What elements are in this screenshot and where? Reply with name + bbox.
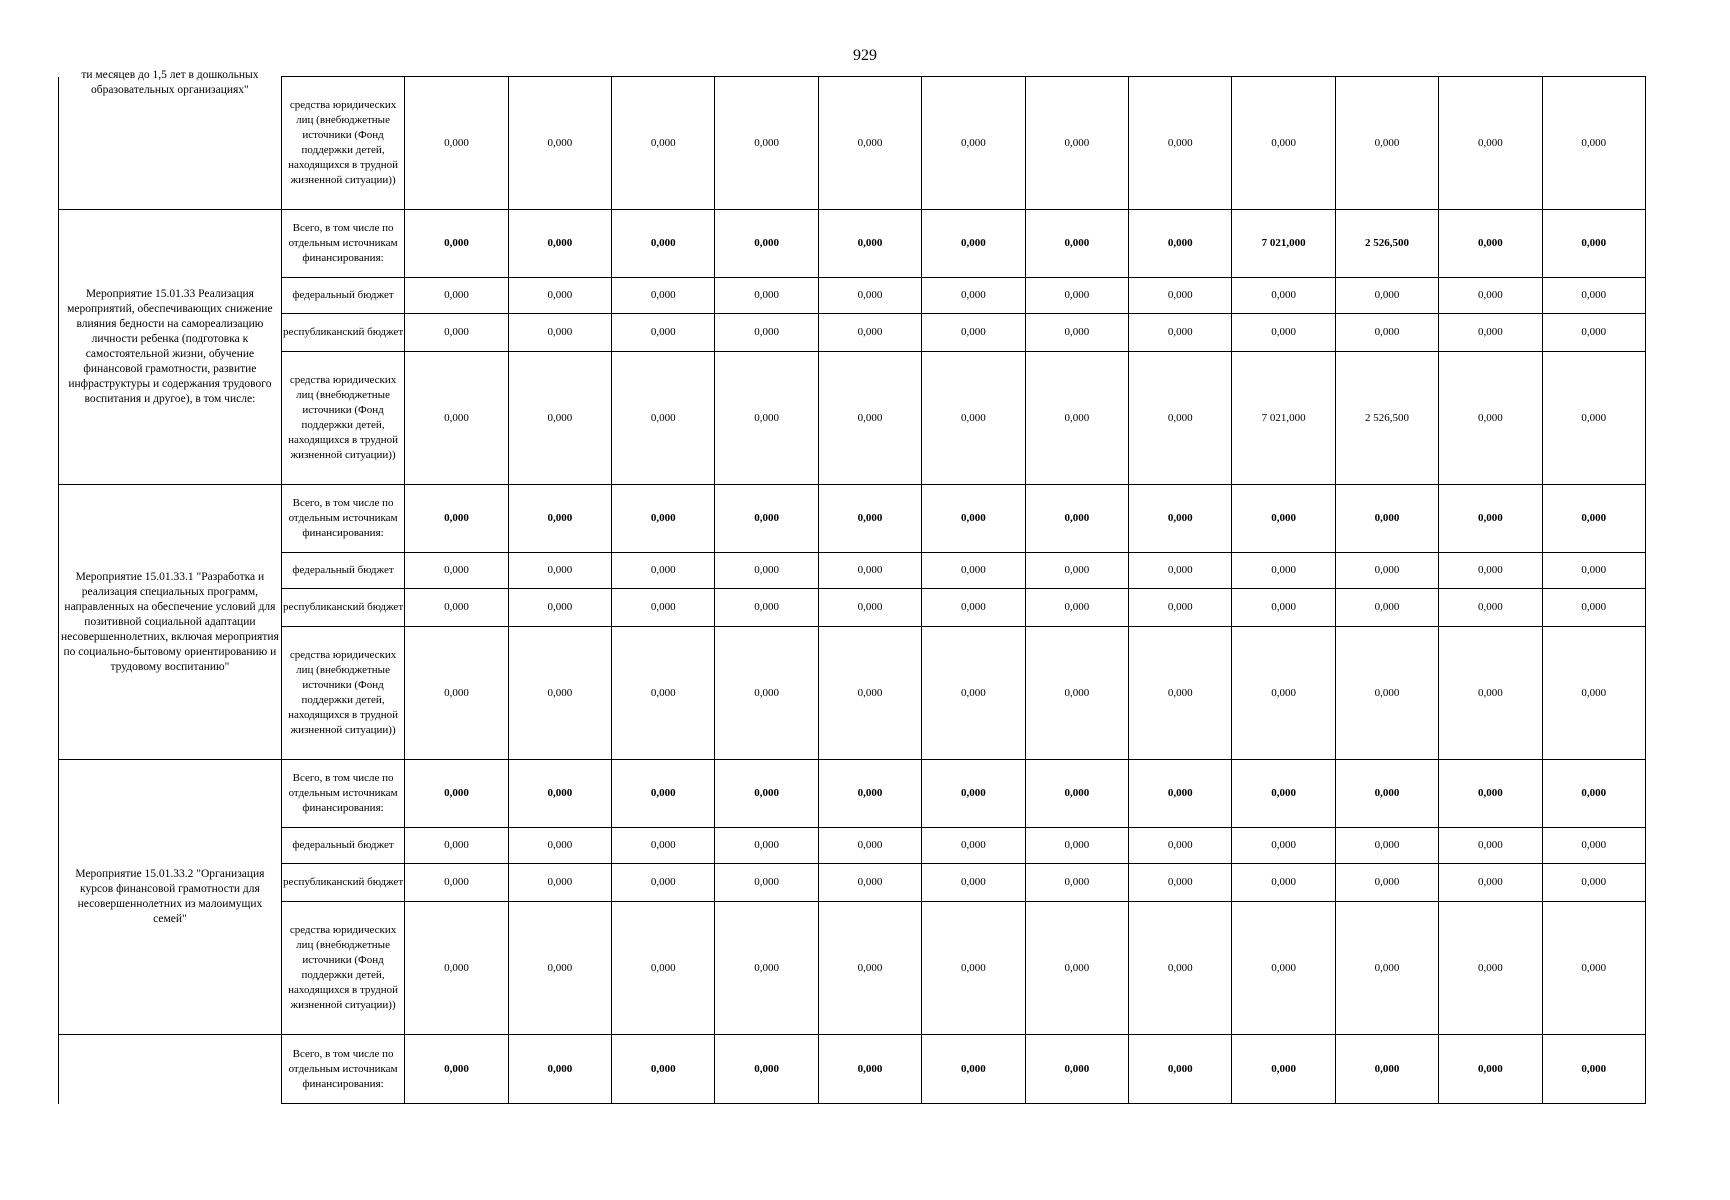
value-cell: 0,000	[405, 314, 508, 352]
value-cell: 2 526,500	[1335, 210, 1438, 278]
value-cell: 0,000	[1542, 864, 1645, 902]
source-cell: федеральный бюджет	[281, 553, 404, 589]
value-cell: 0,000	[1025, 902, 1128, 1035]
value-cell: 0,000	[1542, 210, 1645, 278]
value-cell: 0,000	[1542, 553, 1645, 589]
value-cell: 0,000	[1335, 902, 1438, 1035]
value-cell: 0,000	[922, 314, 1025, 352]
value-cell: 0,000	[818, 828, 921, 864]
value-cell: 0,000	[715, 352, 818, 485]
value-cell: 0,000	[818, 485, 921, 553]
value-cell: 0,000	[922, 760, 1025, 828]
value-cell: 0,000	[612, 278, 715, 314]
value-cell: 0,000	[922, 352, 1025, 485]
value-cell: 0,000	[715, 828, 818, 864]
value-cell: 0,000	[1232, 589, 1335, 627]
source-cell: Всего, в том числе по отдельным источникам финансирования:	[281, 485, 404, 553]
value-cell: 0,000	[1025, 314, 1128, 352]
value-cell: 0,000	[1232, 627, 1335, 760]
value-cell: 0,000	[715, 1035, 818, 1104]
table-row	[59, 627, 1646, 760]
value-cell: 0,000	[612, 1035, 715, 1104]
table-row	[59, 589, 1646, 627]
value-cell: 0,000	[405, 760, 508, 828]
source-cell: федеральный бюджет	[281, 278, 404, 314]
value-cell: 0,000	[715, 314, 818, 352]
value-cell: 0,000	[922, 278, 1025, 314]
value-cell: 0,000	[612, 902, 715, 1035]
value-cell: 0,000	[508, 485, 611, 553]
value-cell: 0,000	[922, 485, 1025, 553]
value-cell: 0,000	[1129, 902, 1232, 1035]
value-cell: 0,000	[1439, 77, 1542, 210]
value-cell: 0,000	[612, 314, 715, 352]
value-cell: 0,000	[612, 828, 715, 864]
value-cell: 0,000	[922, 210, 1025, 278]
value-cell: 0,000	[405, 77, 508, 210]
value-cell: 0,000	[1232, 314, 1335, 352]
value-cell: 0,000	[508, 553, 611, 589]
value-cell: 0,000	[715, 210, 818, 278]
source-cell: республиканский бюджет	[281, 314, 404, 352]
value-cell: 0,000	[1129, 627, 1232, 760]
value-cell: 0,000	[612, 760, 715, 828]
table-row	[59, 760, 1646, 828]
value-cell: 0,000	[1232, 760, 1335, 828]
value-cell: 0,000	[405, 485, 508, 553]
value-cell: 0,000	[405, 278, 508, 314]
source-cell: средства юридических лиц (внебюджетные источники (Фонд поддержки детей, находящихся в трудной жизненной ситуации))	[281, 352, 404, 485]
value-cell: 0,000	[405, 210, 508, 278]
value-cell: 0,000	[612, 77, 715, 210]
value-cell: 0,000	[1129, 314, 1232, 352]
value-cell: 0,000	[1335, 589, 1438, 627]
value-cell: 0,000	[508, 828, 611, 864]
value-cell: 0,000	[1025, 589, 1128, 627]
value-cell: 0,000	[715, 278, 818, 314]
value-cell: 0,000	[1542, 352, 1645, 485]
value-cell: 0,000	[1542, 589, 1645, 627]
value-cell: 0,000	[1025, 828, 1128, 864]
source-cell: средства юридических лиц (внебюджетные источники (Фонд поддержки детей, находящихся в трудной жизненной ситуации))	[281, 77, 404, 210]
value-cell: 0,000	[1025, 1035, 1128, 1104]
value-cell: 0,000	[818, 352, 921, 485]
table-row	[59, 902, 1646, 1035]
value-cell: 0,000	[1542, 760, 1645, 828]
value-cell: 0,000	[818, 77, 921, 210]
source-cell: средства юридических лиц (внебюджетные источники (Фонд поддержки детей, находящихся в трудной жизненной ситуации))	[281, 902, 404, 1035]
value-cell: 0,000	[1542, 278, 1645, 314]
value-cell: 0,000	[1025, 77, 1128, 210]
value-cell: 0,000	[1232, 77, 1335, 210]
value-cell: 0,000	[1542, 77, 1645, 210]
value-cell: 0,000	[1542, 314, 1645, 352]
activity-cell	[59, 68, 282, 210]
value-cell: 0,000	[715, 864, 818, 902]
value-cell: 0,000	[818, 627, 921, 760]
activity-cell	[59, 1035, 282, 1104]
value-cell: 0,000	[1232, 553, 1335, 589]
value-cell: 0,000	[405, 864, 508, 902]
source-cell: республиканский бюджет	[281, 864, 404, 902]
value-cell: 0,000	[1335, 627, 1438, 760]
table-row	[59, 278, 1646, 314]
value-cell: 0,000	[1232, 864, 1335, 902]
value-cell: 0,000	[1232, 902, 1335, 1035]
value-cell: 0,000	[1025, 485, 1128, 553]
value-cell: 0,000	[1542, 485, 1645, 553]
value-cell: 0,000	[405, 553, 508, 589]
table-row	[59, 210, 1646, 278]
page-number: 929	[853, 47, 877, 64]
value-cell: 0,000	[818, 1035, 921, 1104]
value-cell: 0,000	[508, 352, 611, 485]
activity-cell: Мероприятие 15.01.33 Реализация мероприятий, обеспечивающих снижение влияния бедности на самореализацию личности ребенка (подготовка к самостоятельной жизни, обучение финансовой грамотности, развитие инфраструктуры и содержания трудового воспитания и другое), в том числе:	[59, 210, 282, 485]
value-cell: 0,000	[612, 210, 715, 278]
value-cell: 0,000	[818, 902, 921, 1035]
value-cell: 0,000	[922, 864, 1025, 902]
activity-text: ти месяцев до 1,5 лет в дошкольных образовательных организациях"	[81, 68, 259, 96]
value-cell: 0,000	[1335, 864, 1438, 902]
value-cell: 0,000	[1129, 278, 1232, 314]
value-cell: 0,000	[818, 278, 921, 314]
value-cell: 0,000	[1439, 278, 1542, 314]
table-row	[59, 864, 1646, 902]
value-cell: 0,000	[1335, 77, 1438, 210]
value-cell: 0,000	[612, 589, 715, 627]
value-cell: 0,000	[612, 352, 715, 485]
value-cell: 0,000	[1129, 553, 1232, 589]
value-cell: 0,000	[1025, 210, 1128, 278]
value-cell: 0,000	[1439, 553, 1542, 589]
value-cell: 0,000	[1335, 1035, 1438, 1104]
value-cell: 0,000	[715, 902, 818, 1035]
value-cell: 0,000	[818, 864, 921, 902]
value-cell: 0,000	[1439, 352, 1542, 485]
value-cell: 0,000	[508, 589, 611, 627]
value-cell: 0,000	[1542, 828, 1645, 864]
source-cell: Всего, в том числе по отдельным источникам финансирования:	[281, 210, 404, 278]
value-cell: 0,000	[1129, 77, 1232, 210]
value-cell: 0,000	[1439, 314, 1542, 352]
value-cell: 0,000	[1335, 485, 1438, 553]
value-cell: 0,000	[922, 627, 1025, 760]
value-cell: 0,000	[405, 1035, 508, 1104]
value-cell: 0,000	[1439, 760, 1542, 828]
table-row	[59, 77, 1646, 210]
source-cell: средства юридических лиц (внебюджетные источники (Фонд поддержки детей, находящихся в трудной жизненной ситуации))	[281, 627, 404, 760]
source-cell: Всего, в том числе по отдельным источникам финансирования:	[281, 760, 404, 828]
value-cell: 7 021,000	[1232, 352, 1335, 485]
value-cell: 0,000	[508, 210, 611, 278]
value-cell: 0,000	[508, 902, 611, 1035]
value-cell: 0,000	[1025, 627, 1128, 760]
value-cell: 0,000	[1232, 485, 1335, 553]
value-cell: 0,000	[405, 627, 508, 760]
value-cell: 2 526,500	[1335, 352, 1438, 485]
value-cell: 0,000	[1025, 278, 1128, 314]
value-cell: 0,000	[1439, 210, 1542, 278]
table-body	[59, 68, 1646, 1104]
source-cell: федеральный бюджет	[281, 828, 404, 864]
value-cell: 0,000	[1129, 210, 1232, 278]
table-row	[59, 485, 1646, 553]
value-cell: 0,000	[922, 902, 1025, 1035]
activity-cell: Мероприятие 15.01.33.2 "Организация курсов финансовой грамотности для несовершеннолетних из малоимущих семей"	[59, 760, 282, 1035]
value-cell: 0,000	[1129, 352, 1232, 485]
value-cell: 0,000	[715, 627, 818, 760]
value-cell: 0,000	[922, 1035, 1025, 1104]
value-cell: 0,000	[508, 627, 611, 760]
value-cell: 0,000	[715, 485, 818, 553]
value-cell: 0,000	[1335, 278, 1438, 314]
value-cell: 0,000	[612, 553, 715, 589]
table-row	[59, 553, 1646, 589]
source-cell: Всего, в том числе по отдельным источникам финансирования:	[281, 1035, 404, 1104]
value-cell: 0,000	[1439, 589, 1542, 627]
value-cell: 0,000	[818, 553, 921, 589]
value-cell: 0,000	[405, 828, 508, 864]
value-cell: 0,000	[1232, 1035, 1335, 1104]
activity-cell: Мероприятие 15.01.33.1 "Разработка и реализация специальных программ, направленных на обеспечение условий для позитивной социальной адаптации несовершеннолетних, включая мероприятия по социально-бытовому ориентированию и трудовому воспитанию"	[59, 485, 282, 760]
value-cell: 0,000	[715, 760, 818, 828]
value-cell: 0,000	[1439, 864, 1542, 902]
value-cell: 0,000	[1129, 485, 1232, 553]
budget-table	[58, 68, 1646, 1104]
value-cell: 0,000	[1335, 828, 1438, 864]
value-cell: 0,000	[1335, 760, 1438, 828]
value-cell: 0,000	[818, 314, 921, 352]
value-cell: 0,000	[1439, 828, 1542, 864]
value-cell: 0,000	[612, 627, 715, 760]
value-cell: 0,000	[1025, 553, 1128, 589]
table-row	[59, 314, 1646, 352]
value-cell: 0,000	[715, 77, 818, 210]
value-cell: 0,000	[1129, 589, 1232, 627]
table-row	[59, 352, 1646, 485]
value-cell: 0,000	[818, 760, 921, 828]
value-cell: 0,000	[715, 553, 818, 589]
value-cell: 0,000	[1025, 864, 1128, 902]
value-cell: 0,000	[1129, 828, 1232, 864]
value-cell: 0,000	[1542, 1035, 1645, 1104]
value-cell: 0,000	[508, 1035, 611, 1104]
value-cell: 0,000	[612, 864, 715, 902]
value-cell: 0,000	[1129, 864, 1232, 902]
value-cell: 0,000	[1129, 1035, 1232, 1104]
value-cell: 0,000	[1335, 314, 1438, 352]
value-cell: 0,000	[1439, 1035, 1542, 1104]
value-cell: 0,000	[1025, 352, 1128, 485]
value-cell: 0,000	[612, 485, 715, 553]
value-cell: 0,000	[508, 864, 611, 902]
table-row	[59, 1035, 1646, 1104]
value-cell: 0,000	[1025, 760, 1128, 828]
value-cell: 0,000	[508, 77, 611, 210]
value-cell: 0,000	[818, 210, 921, 278]
value-cell: 0,000	[922, 589, 1025, 627]
value-cell: 0,000	[715, 589, 818, 627]
value-cell: 0,000	[818, 589, 921, 627]
value-cell: 0,000	[1439, 627, 1542, 760]
value-cell: 0,000	[922, 553, 1025, 589]
value-cell: 0,000	[1129, 760, 1232, 828]
value-cell: 0,000	[508, 760, 611, 828]
value-cell: 0,000	[1542, 902, 1645, 1035]
value-cell: 0,000	[508, 314, 611, 352]
value-cell: 0,000	[1232, 828, 1335, 864]
value-cell: 0,000	[405, 902, 508, 1035]
value-cell: 0,000	[1439, 485, 1542, 553]
value-cell: 0,000	[1335, 553, 1438, 589]
value-cell: 0,000	[405, 352, 508, 485]
source-cell: республиканский бюджет	[281, 589, 404, 627]
value-cell: 0,000	[1439, 902, 1542, 1035]
value-cell: 0,000	[508, 278, 611, 314]
value-cell: 0,000	[922, 77, 1025, 210]
value-cell: 0,000	[405, 589, 508, 627]
value-cell: 0,000	[922, 828, 1025, 864]
value-cell: 0,000	[1232, 278, 1335, 314]
value-cell: 7 021,000	[1232, 210, 1335, 278]
value-cell: 0,000	[1542, 627, 1645, 760]
table-row	[59, 828, 1646, 864]
